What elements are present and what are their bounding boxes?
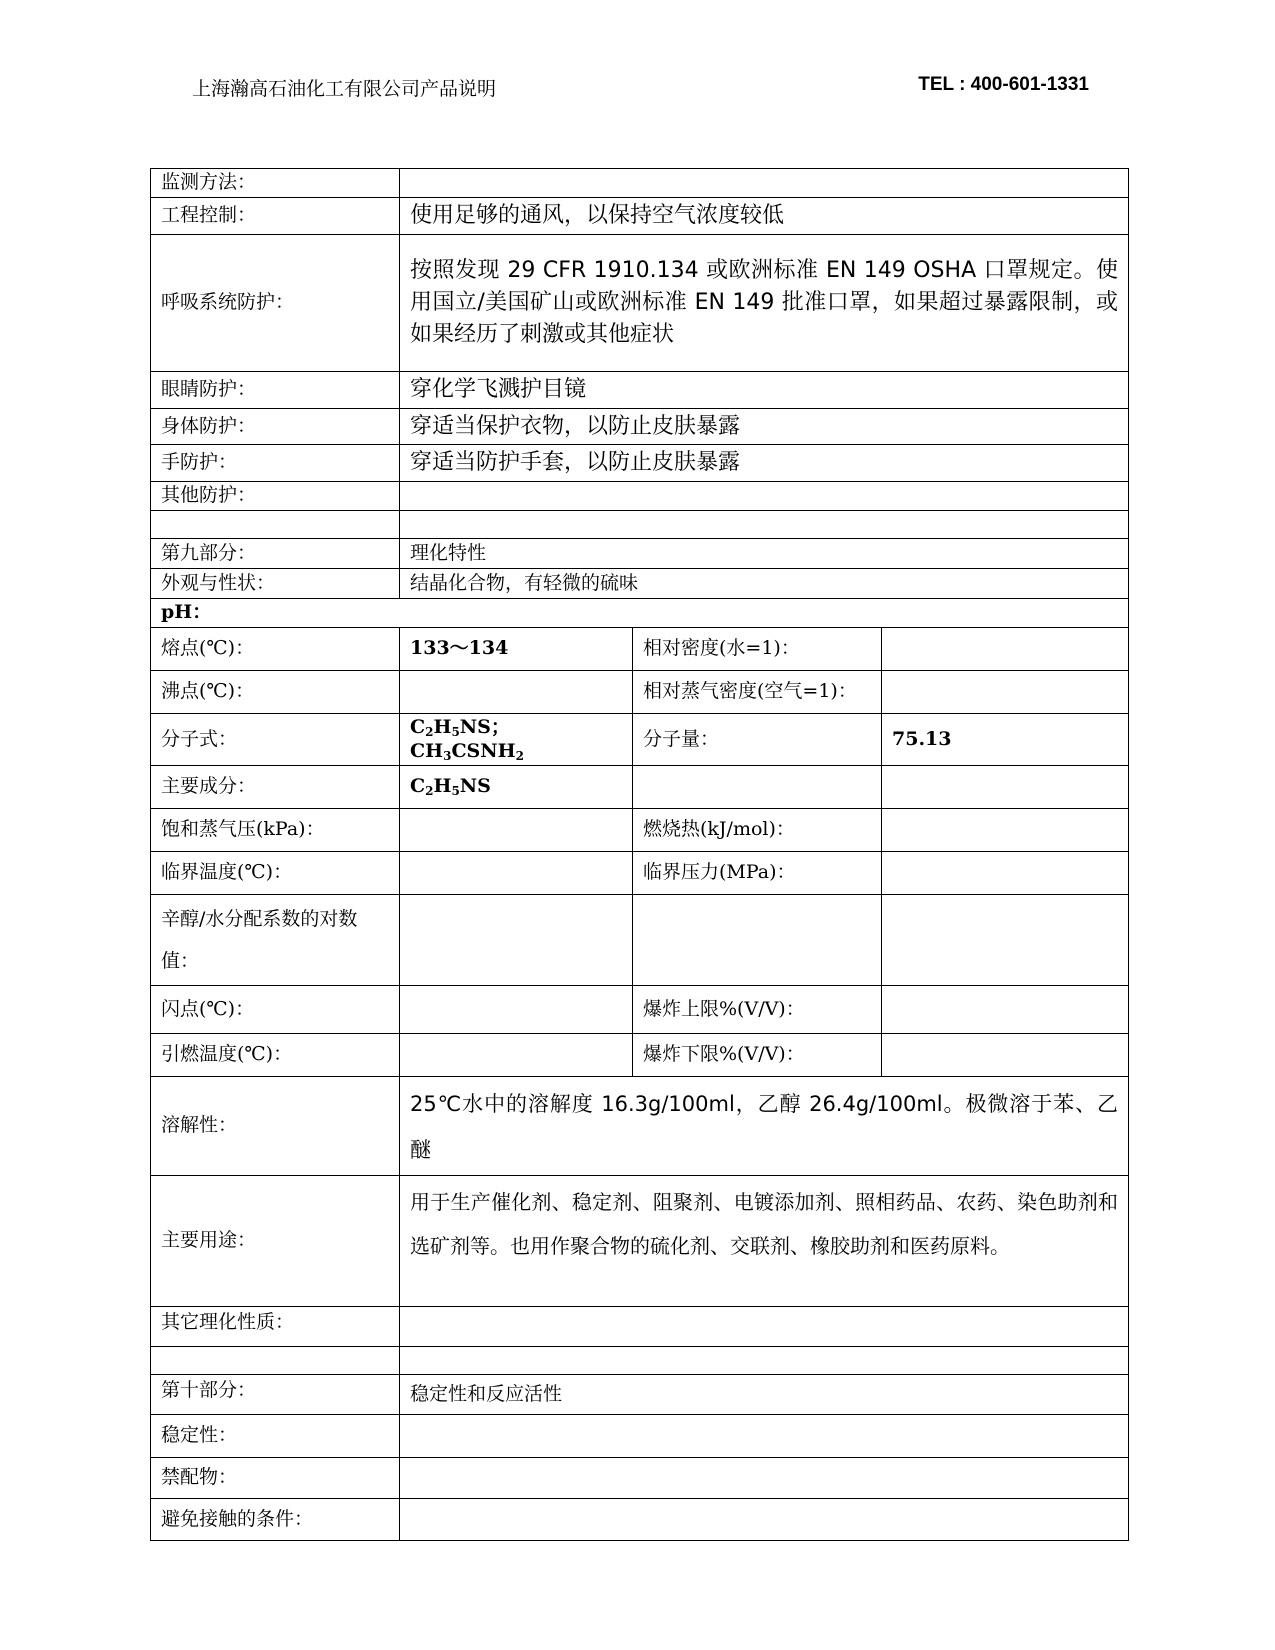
label-uses: 主要用途： <box>151 1176 400 1307</box>
value-respiratory: 按照发现 29 CFR 1910.134 或欧洲标准 EN 149 OSHA 口罩规定。使用国立/美国矿山或欧洲标准 EN 149 批准口罩，如果超过暴露限制，或如果经历了刺激或其他症状 <box>400 234 1129 371</box>
row-flash <box>151 985 1129 1033</box>
value-flash <box>400 985 633 1033</box>
row-blank-2 <box>151 1347 1129 1375</box>
label-other: 其他防护： <box>151 482 400 511</box>
row-monitor <box>151 169 1129 198</box>
value-section9: 理化特性 <box>400 539 1129 569</box>
row-respiratory <box>151 234 1129 371</box>
row-uses <box>151 1176 1129 1307</box>
blank-cell <box>633 766 882 809</box>
value-section10: 稳定性和反应活性 <box>400 1375 1129 1415</box>
value-body: 穿适当保护衣物，以防止皮肤暴露 <box>400 408 1129 445</box>
value-solubility: 25℃水中的溶解度 16.3g/100ml，乙醇 26.4g/100ml。极微溶于苯、乙醚 <box>400 1076 1129 1175</box>
label-incompatible: 禁配物： <box>151 1458 400 1499</box>
row-octanol <box>151 895 1129 986</box>
row-ignition <box>151 1033 1129 1076</box>
value-engineering: 使用足够的通风，以保持空气浓度较低 <box>400 197 1129 234</box>
label-formula: 分子式： <box>151 713 400 766</box>
row-ph <box>151 599 1129 628</box>
value-stability <box>400 1415 1129 1458</box>
value-melting: 133～134 <box>400 627 633 670</box>
row-body <box>151 408 1129 445</box>
value-ignition <box>400 1033 633 1076</box>
value-eye: 穿化学飞溅护目镜 <box>400 371 1129 408</box>
blank-cell <box>400 511 1129 539</box>
label-eye: 眼睛防护： <box>151 371 400 408</box>
value-density <box>882 627 1129 670</box>
label-explosion-upper: 爆炸上限%(V/V)： <box>633 985 882 1033</box>
label-flash: 闪点(℃)： <box>151 985 400 1033</box>
blank-cell <box>633 895 882 986</box>
value-explosion-lower <box>882 1033 1129 1076</box>
row-hand <box>151 445 1129 482</box>
row-blank-1 <box>151 511 1129 539</box>
label-octanol: 辛醇/水分配系数的对数值： <box>151 895 400 986</box>
label-respiratory: 呼吸系统防护： <box>151 234 400 371</box>
row-other <box>151 482 1129 511</box>
row-formula <box>151 713 1129 766</box>
label-appearance: 外观与性状： <box>151 569 400 599</box>
row-critical <box>151 852 1129 895</box>
value-molweight: 75.13 <box>882 713 1129 766</box>
header-tel: TEL : 400-601-1331 <box>918 74 1089 95</box>
row-eye <box>151 371 1129 408</box>
value-incompatible <box>400 1458 1129 1499</box>
label-hand: 手防护： <box>151 445 400 482</box>
blank-cell <box>882 895 1129 986</box>
row-engineering <box>151 197 1129 234</box>
blank-cell <box>151 511 400 539</box>
row-section10 <box>151 1375 1129 1415</box>
label-melting: 熔点(℃)： <box>151 627 400 670</box>
row-other-props <box>151 1307 1129 1347</box>
value-uses: 用于生产催化剂、稳定剂、阻聚剂、电镀添加剂、照相药品、农药、染色助剂和选矿剂等。也用作聚合物的硫化剂、交联剂、橡胶助剂和医药原料。 <box>400 1176 1129 1307</box>
value-explosion-upper <box>882 985 1129 1033</box>
label-engineering: 工程控制： <box>151 197 400 234</box>
msds-table <box>150 168 1129 1541</box>
row-component <box>151 766 1129 809</box>
value-formula: $C_2H_5NS$；$CH_3CSNH_2$ <box>400 713 633 766</box>
value-combustion <box>882 809 1129 852</box>
value-monitor <box>400 169 1129 198</box>
label-solubility: 溶解性： <box>151 1076 400 1175</box>
label-ph: pH： <box>151 599 1129 628</box>
blank-cell <box>400 895 633 986</box>
label-stability: 稳定性： <box>151 1415 400 1458</box>
label-ignition: 引燃温度(℃)： <box>151 1033 400 1076</box>
value-boiling <box>400 670 633 713</box>
value-component: $C_2H_5NS$ <box>400 766 633 809</box>
value-other <box>400 482 1129 511</box>
row-boiling <box>151 670 1129 713</box>
value-appearance: 结晶化合物，有轻微的硫味 <box>400 569 1129 599</box>
label-section10: 第十部分： <box>151 1375 400 1415</box>
label-monitor: 监测方法： <box>151 169 400 198</box>
blank-cell <box>151 1347 400 1375</box>
blank-cell <box>882 766 1129 809</box>
label-boiling: 沸点(℃)： <box>151 670 400 713</box>
row-appearance <box>151 569 1129 599</box>
label-density: 相对密度(水=1)： <box>633 627 882 670</box>
row-stability <box>151 1415 1129 1458</box>
label-other-props: 其它理化性质： <box>151 1307 400 1347</box>
row-solubility <box>151 1076 1129 1175</box>
row-vapor <box>151 809 1129 852</box>
value-hand: 穿适当防护手套，以防止皮肤暴露 <box>400 445 1129 482</box>
label-combustion: 燃烧热(kJ/mol)： <box>633 809 882 852</box>
label-body: 身体防护： <box>151 408 400 445</box>
label-vapor: 饱和蒸气压(kPa)： <box>151 809 400 852</box>
value-avoid <box>400 1499 1129 1541</box>
value-vapor <box>400 809 633 852</box>
row-section9 <box>151 539 1129 569</box>
label-explosion-lower: 爆炸下限%(V/V)： <box>633 1033 882 1076</box>
row-incompatible <box>151 1458 1129 1499</box>
label-avoid: 避免接触的条件： <box>151 1499 400 1541</box>
row-avoid <box>151 1499 1129 1541</box>
label-vapor-density: 相对蒸气密度(空气=1)： <box>633 670 882 713</box>
label-component: 主要成分： <box>151 766 400 809</box>
value-other-props <box>400 1307 1129 1347</box>
value-critical-temp <box>400 852 633 895</box>
value-vapor-density <box>882 670 1129 713</box>
value-critical-pressure <box>882 852 1129 895</box>
blank-cell <box>400 1347 1129 1375</box>
label-critical-pressure: 临界压力(MPa)： <box>633 852 882 895</box>
row-melting <box>151 627 1129 670</box>
label-molweight: 分子量： <box>633 713 882 766</box>
header-company: 上海瀚高石油化工有限公司产品说明 <box>192 78 497 100</box>
label-section9: 第九部分： <box>151 539 400 569</box>
label-critical-temp: 临界温度(℃)： <box>151 852 400 895</box>
